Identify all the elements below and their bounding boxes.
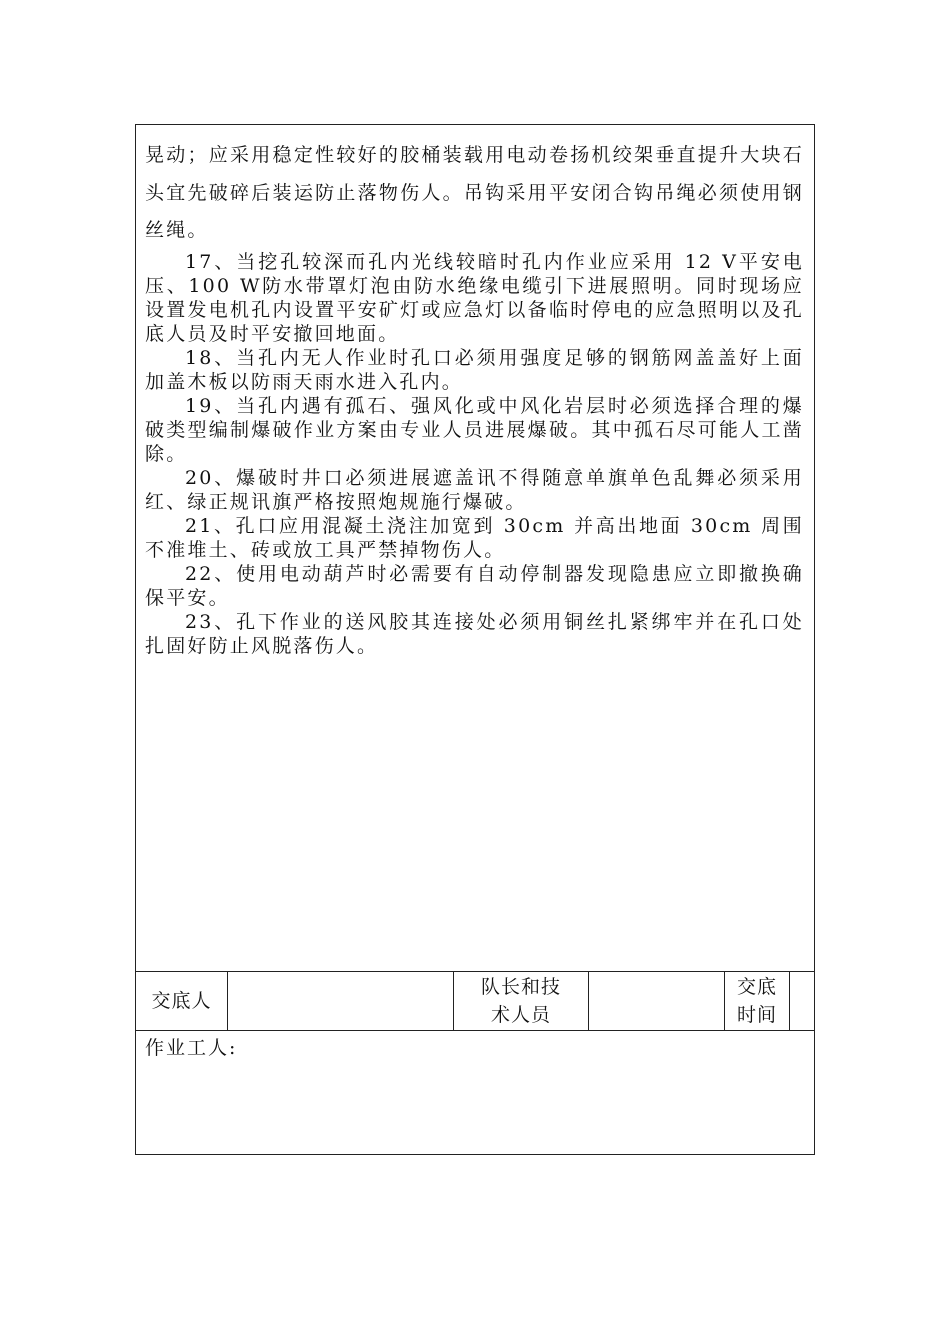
workers-field[interactable] <box>136 1031 814 1154</box>
paragraph-21: 21、孔口应用混凝土浇注加宽到 30cm 并高出地面 30cm 周围不准堆土、砖或放工具严禁掉物伤人。 <box>145 514 804 561</box>
briefing-content <box>136 125 814 972</box>
paragraph-22: 22、使用电动葫芦时必需要有自动停制器发现隐患应立即撤换确保平安。 <box>145 562 804 609</box>
handover-person-label-cell <box>136 972 228 1030</box>
handover-time-label-cell <box>725 972 790 1030</box>
handover-time-label: 交底 时间 <box>736 976 777 1026</box>
leader-label-cell <box>454 972 589 1030</box>
paragraph-20: 20、爆破时井口必须进展遮盖讯不得随意单旗单色乱舞必须采用红、绿正规讯旗严格按照炮规施行爆破。 <box>145 466 804 513</box>
signature-row <box>136 972 814 1031</box>
safety-briefing-table <box>135 124 815 1155</box>
handover-time-field[interactable] <box>790 972 814 1030</box>
paragraph-intro: 晃动；应采用稳定性较好的胶桶装载用电动卷扬机绞架垂直提升大块石头宜先破碎后装运防止落物伤人。吊钩采用平安闭合钩吊绳必须使用钢丝绳。 <box>145 144 804 241</box>
handover-person-field[interactable] <box>228 972 454 1030</box>
paragraph-18: 18、当孔内无人作业时孔口必须用强度足够的钢筋网盖盖好上面加盖木板以防雨天雨水进入孔内。 <box>145 346 804 393</box>
workers-label: 作业工人: <box>145 1037 238 1059</box>
leader-field[interactable] <box>589 972 725 1030</box>
paragraph-19: 19、当孔内遇有孤石、强风化或中风化岩层时必须选择合理的爆破类型编制爆破作业方案由专业人员进展爆破。其中孤石尽可能人工凿除。 <box>145 394 804 465</box>
leader-label: 队长和技 术人员 <box>480 976 561 1026</box>
paragraph-17: 17、当挖孔较深而孔内光线较暗时孔内作业应采用 12 V平安电压、100 W防水带罩灯泡由防水绝缘电缆引下进展照明。同时现场应设置发电机孔内设置平安矿灯或应急灯以备临时停电的应急照明以及孔底人员及时平安撤回地面。 <box>145 250 804 345</box>
paragraph-23: 23、孔下作业的送风胶其连接处必须用铜丝扎紧绑牢并在孔口处扎固好防止风脱落伤人。 <box>145 610 804 657</box>
handover-person-label: 交底人 <box>151 990 212 1012</box>
